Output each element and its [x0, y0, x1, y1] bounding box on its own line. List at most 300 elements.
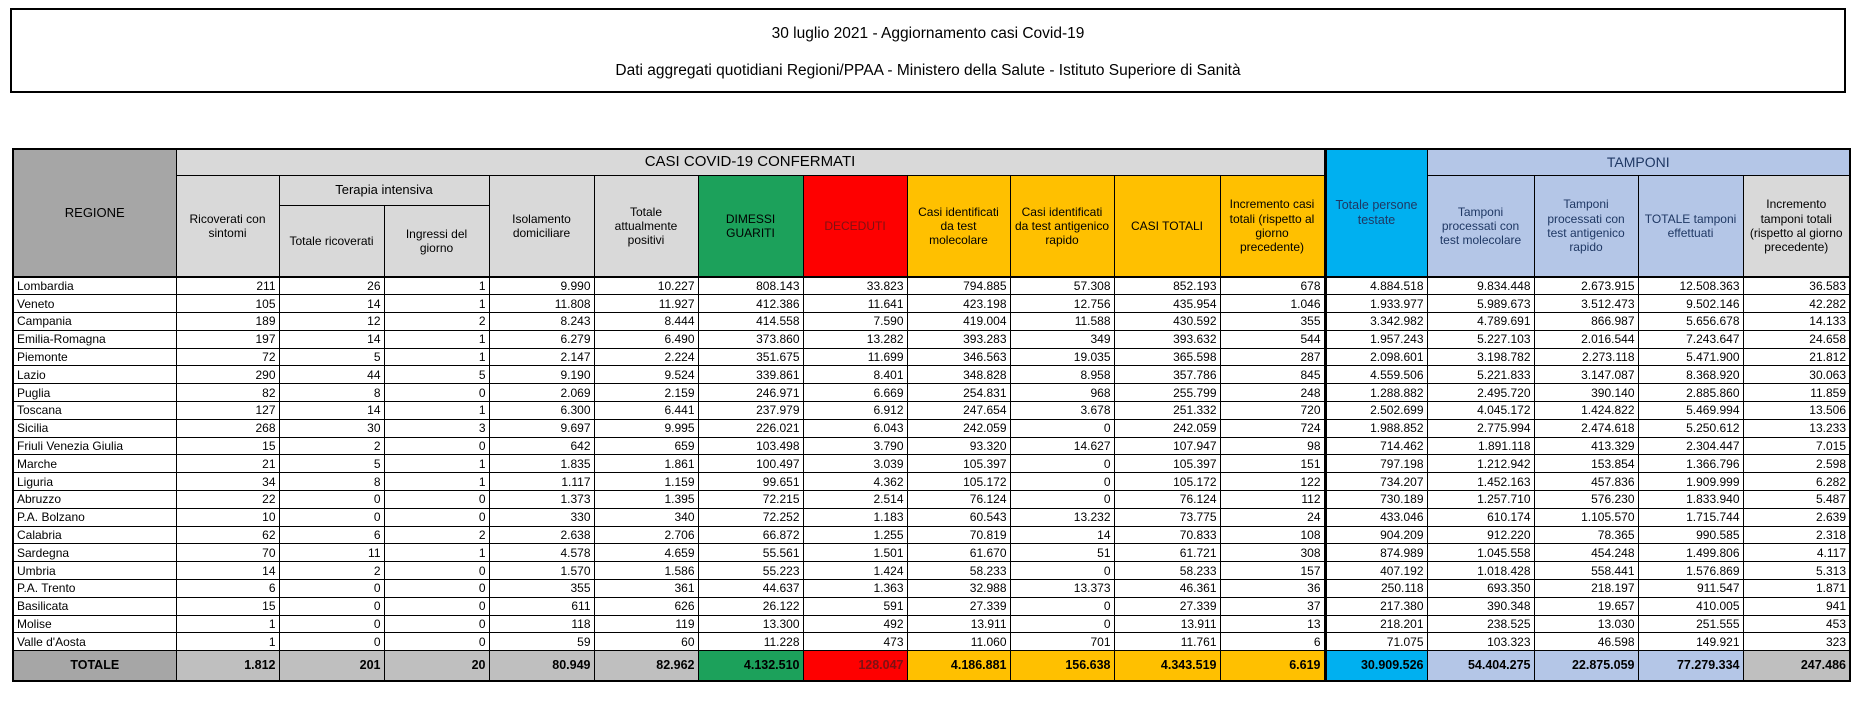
value-cell: 6.043: [803, 419, 907, 437]
value-cell: 103.323: [1427, 633, 1534, 651]
header-totale-attualmente-positivi: Totale attualmente positivi: [594, 175, 698, 277]
value-cell: 70: [176, 544, 279, 562]
value-cell: 8.444: [594, 313, 698, 331]
value-cell: 642: [489, 437, 594, 455]
value-cell: 11.761: [1114, 633, 1220, 651]
value-cell: 3.790: [803, 437, 907, 455]
value-cell: 0: [384, 508, 489, 526]
header-incremento-tamponi: Incremento tamponi totali (rispetto al giorno precedente): [1743, 175, 1850, 277]
value-cell: 21.812: [1743, 348, 1850, 366]
value-cell: 874.989: [1325, 544, 1427, 562]
value-cell: 100.497: [698, 455, 803, 473]
value-cell: 55.223: [698, 562, 803, 580]
header-totale-persone-testate: Totale persone testate: [1325, 149, 1427, 277]
value-cell: 251.332: [1114, 402, 1220, 420]
total-label: TOTALE: [13, 651, 176, 681]
value-cell: 82.962: [594, 651, 698, 681]
value-cell: 492: [803, 615, 907, 633]
value-cell: 2.514: [803, 491, 907, 509]
value-cell: 6.441: [594, 402, 698, 420]
report-title-box: [10, 8, 1846, 93]
value-cell: 11.699: [803, 348, 907, 366]
table-row: [13, 544, 1850, 562]
value-cell: 2.224: [594, 348, 698, 366]
value-cell: 11.808: [489, 295, 594, 313]
value-cell: 9.524: [594, 366, 698, 384]
value-cell: 393.283: [907, 330, 1010, 348]
region-name: Lombardia: [13, 277, 176, 295]
header-tamponi-molecolare: Tamponi processati con test molecolare: [1427, 175, 1534, 277]
value-cell: 26.122: [698, 597, 803, 615]
value-cell: 0: [1010, 455, 1114, 473]
value-cell: 77.279.334: [1638, 651, 1743, 681]
value-cell: 26: [279, 277, 384, 295]
value-cell: 11.859: [1743, 384, 1850, 402]
value-cell: 323: [1743, 633, 1850, 651]
value-cell: 0: [279, 491, 384, 509]
value-cell: 9.697: [489, 419, 594, 437]
value-cell: 1.159: [594, 473, 698, 491]
table-row: [13, 526, 1850, 544]
value-cell: 797.198: [1325, 455, 1427, 473]
table-row: [13, 384, 1850, 402]
value-cell: 11.927: [594, 295, 698, 313]
value-cell: 21: [176, 455, 279, 473]
value-cell: 1.501: [803, 544, 907, 562]
value-cell: 330: [489, 508, 594, 526]
header-terapia-totale-ricoverati: Totale ricoverati: [279, 205, 384, 277]
header-isolamento-domiciliare: Isolamento domiciliare: [489, 175, 594, 277]
value-cell: 237.979: [698, 402, 803, 420]
value-cell: 2: [279, 562, 384, 580]
value-cell: 218.197: [1534, 580, 1638, 598]
value-cell: 57.308: [1010, 277, 1114, 295]
value-cell: 355: [1220, 313, 1325, 331]
value-cell: 242.059: [907, 419, 1010, 437]
region-name: Veneto: [13, 295, 176, 313]
value-cell: 1.373: [489, 491, 594, 509]
value-cell: 9.502.146: [1638, 295, 1743, 313]
value-cell: 127: [176, 402, 279, 420]
value-cell: 5.221.833: [1427, 366, 1534, 384]
value-cell: 1: [384, 330, 489, 348]
value-cell: 70.819: [907, 526, 1010, 544]
value-cell: 7.243.647: [1638, 330, 1743, 348]
value-cell: 70.833: [1114, 526, 1220, 544]
value-cell: 24.658: [1743, 330, 1850, 348]
table-row: [13, 597, 1850, 615]
value-cell: 54.404.275: [1427, 651, 1534, 681]
value-cell: 1.105.570: [1534, 508, 1638, 526]
value-cell: 390.140: [1534, 384, 1638, 402]
value-cell: 36: [1220, 580, 1325, 598]
header-deceduti: DECEDUTI: [803, 175, 907, 277]
table-row: [13, 473, 1850, 491]
value-cell: 1.045.558: [1427, 544, 1534, 562]
value-cell: 7.590: [803, 313, 907, 331]
region-name: Basilicata: [13, 597, 176, 615]
value-cell: 5.469.994: [1638, 402, 1743, 420]
value-cell: 9.990: [489, 277, 594, 295]
value-cell: 98: [1220, 437, 1325, 455]
value-cell: 13.911: [1114, 615, 1220, 633]
value-cell: 0: [384, 562, 489, 580]
table-row: [13, 277, 1850, 295]
value-cell: 2.147: [489, 348, 594, 366]
value-cell: 13.911: [907, 615, 1010, 633]
value-cell: 247.486: [1743, 651, 1850, 681]
value-cell: 1.018.428: [1427, 562, 1534, 580]
value-cell: 1: [384, 348, 489, 366]
table-row: [13, 330, 1850, 348]
value-cell: 105.397: [1114, 455, 1220, 473]
value-cell: 0: [384, 633, 489, 651]
value-cell: 2.474.618: [1534, 419, 1638, 437]
value-cell: 2.706: [594, 526, 698, 544]
value-cell: 22.875.059: [1534, 651, 1638, 681]
value-cell: 5.471.900: [1638, 348, 1743, 366]
region-name: Emilia-Romagna: [13, 330, 176, 348]
value-cell: 1: [176, 633, 279, 651]
header-ricoverati-con-sintomi: Ricoverati con sintomi: [176, 175, 279, 277]
value-cell: 6: [279, 526, 384, 544]
table-row: [13, 491, 1850, 509]
value-cell: 2: [279, 437, 384, 455]
value-cell: 1: [384, 473, 489, 491]
total-row: [13, 651, 1850, 681]
value-cell: 720: [1220, 402, 1325, 420]
region-name: Campania: [13, 313, 176, 331]
value-cell: 714.462: [1325, 437, 1427, 455]
value-cell: 10.227: [594, 277, 698, 295]
value-cell: 44.637: [698, 580, 803, 598]
value-cell: 197: [176, 330, 279, 348]
value-cell: 3.198.782: [1427, 348, 1534, 366]
value-cell: 201: [279, 651, 384, 681]
value-cell: 1.257.710: [1427, 491, 1534, 509]
value-cell: 1.570: [489, 562, 594, 580]
value-cell: 0: [1010, 597, 1114, 615]
value-cell: 412.386: [698, 295, 803, 313]
value-cell: 30.063: [1743, 366, 1850, 384]
value-cell: 51: [1010, 544, 1114, 562]
table-row: [13, 366, 1850, 384]
value-cell: 153.854: [1534, 455, 1638, 473]
value-cell: 390.348: [1427, 597, 1534, 615]
value-cell: 46.361: [1114, 580, 1220, 598]
value-cell: 6.912: [803, 402, 907, 420]
value-cell: 105.397: [907, 455, 1010, 473]
value-cell: 11.588: [1010, 313, 1114, 331]
value-cell: 13: [1220, 615, 1325, 633]
value-cell: 5.250.612: [1638, 419, 1743, 437]
value-cell: 1.255: [803, 526, 907, 544]
value-cell: 1: [384, 455, 489, 473]
value-cell: 55.561: [698, 544, 803, 562]
value-cell: 76.124: [1114, 491, 1220, 509]
value-cell: 2.159: [594, 384, 698, 402]
value-cell: 1.833.940: [1638, 491, 1743, 509]
value-cell: 290: [176, 366, 279, 384]
value-cell: 3: [384, 419, 489, 437]
value-cell: 8.958: [1010, 366, 1114, 384]
value-cell: 66.872: [698, 526, 803, 544]
value-cell: 2.502.699: [1325, 402, 1427, 420]
value-cell: 6.619: [1220, 651, 1325, 681]
value-cell: 122: [1220, 473, 1325, 491]
value-cell: 0: [1010, 491, 1114, 509]
value-cell: 794.885: [907, 277, 1010, 295]
group-header-terapia-intensiva: Terapia intensiva: [279, 175, 489, 205]
value-cell: 27.339: [1114, 597, 1220, 615]
value-cell: 701: [1010, 633, 1114, 651]
value-cell: 14: [279, 295, 384, 313]
value-cell: 968: [1010, 384, 1114, 402]
value-cell: 2.016.544: [1534, 330, 1638, 348]
header-regione: REGIONE: [13, 149, 176, 277]
header-totale-tamponi: TOTALE tamponi effettuati: [1638, 175, 1743, 277]
value-cell: 4.659: [594, 544, 698, 562]
value-cell: 7.015: [1743, 437, 1850, 455]
value-cell: 14: [1010, 526, 1114, 544]
value-cell: 912.220: [1427, 526, 1534, 544]
table-body: [13, 277, 1850, 681]
value-cell: 8.401: [803, 366, 907, 384]
value-cell: 4.132.510: [698, 651, 803, 681]
value-cell: 1.871: [1743, 580, 1850, 598]
value-cell: 1.366.796: [1638, 455, 1743, 473]
region-name: Valle d'Aosta: [13, 633, 176, 651]
table-row: [13, 508, 1850, 526]
value-cell: 13.506: [1743, 402, 1850, 420]
value-cell: 340: [594, 508, 698, 526]
value-cell: 34: [176, 473, 279, 491]
value-cell: 1.424.822: [1534, 402, 1638, 420]
value-cell: 30.909.526: [1325, 651, 1427, 681]
value-cell: 1.117: [489, 473, 594, 491]
region-name: Toscana: [13, 402, 176, 420]
region-name: Lazio: [13, 366, 176, 384]
value-cell: 0: [279, 508, 384, 526]
value-cell: 2: [384, 313, 489, 331]
group-header-tamponi: TAMPONI: [1427, 149, 1850, 175]
table-row: [13, 402, 1850, 420]
value-cell: 678: [1220, 277, 1325, 295]
value-cell: 19.657: [1534, 597, 1638, 615]
value-cell: 1.424: [803, 562, 907, 580]
value-cell: 457.836: [1534, 473, 1638, 491]
value-cell: 576.230: [1534, 491, 1638, 509]
value-cell: 346.563: [907, 348, 1010, 366]
value-cell: 5.989.673: [1427, 295, 1534, 313]
value-cell: 107.947: [1114, 437, 1220, 455]
table-row: [13, 348, 1850, 366]
value-cell: 454.248: [1534, 544, 1638, 562]
value-cell: 103.498: [698, 437, 803, 455]
value-cell: 6.669: [803, 384, 907, 402]
value-cell: 1.861: [594, 455, 698, 473]
value-cell: 4.045.172: [1427, 402, 1534, 420]
region-name: Sardegna: [13, 544, 176, 562]
value-cell: 2.775.994: [1427, 419, 1534, 437]
value-cell: 78.365: [1534, 526, 1638, 544]
value-cell: 105.172: [907, 473, 1010, 491]
value-cell: 0: [384, 597, 489, 615]
value-cell: 61.670: [907, 544, 1010, 562]
value-cell: 42.282: [1743, 295, 1850, 313]
value-cell: 414.558: [698, 313, 803, 331]
value-cell: 15: [176, 437, 279, 455]
value-cell: 12: [279, 313, 384, 331]
value-cell: 5: [384, 366, 489, 384]
value-cell: 14.627: [1010, 437, 1114, 455]
value-cell: 36.583: [1743, 277, 1850, 295]
value-cell: 0: [1010, 615, 1114, 633]
value-cell: 8.368.920: [1638, 366, 1743, 384]
value-cell: 1.957.243: [1325, 330, 1427, 348]
value-cell: 308: [1220, 544, 1325, 562]
value-cell: 1.715.744: [1638, 508, 1743, 526]
value-cell: 13.373: [1010, 580, 1114, 598]
region-name: Friuli Venezia Giulia: [13, 437, 176, 455]
value-cell: 24: [1220, 508, 1325, 526]
value-cell: 58.233: [907, 562, 1010, 580]
value-cell: 99.651: [698, 473, 803, 491]
table-row: [13, 580, 1850, 598]
value-cell: 1: [176, 615, 279, 633]
value-cell: 2.673.915: [1534, 277, 1638, 295]
value-cell: 46.598: [1534, 633, 1638, 651]
value-cell: 9.190: [489, 366, 594, 384]
value-cell: 1.812: [176, 651, 279, 681]
value-cell: 5: [279, 455, 384, 473]
value-cell: 238.525: [1427, 615, 1534, 633]
value-cell: 27.339: [907, 597, 1010, 615]
value-cell: 0: [279, 597, 384, 615]
value-cell: 0: [1010, 562, 1114, 580]
value-cell: 4.186.881: [907, 651, 1010, 681]
value-cell: 3.512.473: [1534, 295, 1638, 313]
value-cell: 339.861: [698, 366, 803, 384]
header-casi-test-molecolare: Casi identificati da test molecolare: [907, 175, 1010, 277]
value-cell: 410.005: [1638, 597, 1743, 615]
table-header: [13, 149, 1850, 277]
value-cell: 37: [1220, 597, 1325, 615]
value-cell: 1.891.118: [1427, 437, 1534, 455]
value-cell: 1.933.977: [1325, 295, 1427, 313]
table-row: [13, 313, 1850, 331]
table-row: [13, 562, 1850, 580]
value-cell: 226.021: [698, 419, 803, 437]
value-cell: 61.721: [1114, 544, 1220, 562]
report-title: 30 luglio 2021 - Aggiornamento casi Covid-19: [771, 25, 1085, 42]
value-cell: 852.193: [1114, 277, 1220, 295]
header-terapia-ingressi-giorno: Ingressi del giorno: [384, 205, 489, 277]
value-cell: 33.823: [803, 277, 907, 295]
value-cell: 0: [279, 633, 384, 651]
value-cell: 1.183: [803, 508, 907, 526]
value-cell: 1.909.999: [1638, 473, 1743, 491]
value-cell: 287: [1220, 348, 1325, 366]
header-dimessi-guariti: DIMESSI GUARITI: [698, 175, 803, 277]
report-subtitle: Dati aggregati quotidiani Regioni/PPAA - Ministero della Salute - Istituto Superiore di Sanità: [615, 62, 1241, 79]
table-row: [13, 615, 1850, 633]
value-cell: 11.641: [803, 295, 907, 313]
value-cell: 60: [594, 633, 698, 651]
region-name: Puglia: [13, 384, 176, 402]
value-cell: 32.988: [907, 580, 1010, 598]
value-cell: 1.363: [803, 580, 907, 598]
region-name: P.A. Trento: [13, 580, 176, 598]
value-cell: 734.207: [1325, 473, 1427, 491]
value-cell: 93.320: [907, 437, 1010, 455]
value-cell: 4.117: [1743, 544, 1850, 562]
value-cell: 365.598: [1114, 348, 1220, 366]
value-cell: 724: [1220, 419, 1325, 437]
value-cell: 4.343.519: [1114, 651, 1220, 681]
value-cell: 112: [1220, 491, 1325, 509]
value-cell: 11.228: [698, 633, 803, 651]
value-cell: 0: [279, 615, 384, 633]
value-cell: 941: [1743, 597, 1850, 615]
value-cell: 348.828: [907, 366, 1010, 384]
value-cell: 357.786: [1114, 366, 1220, 384]
value-cell: 2.304.447: [1638, 437, 1743, 455]
value-cell: 251.555: [1638, 615, 1743, 633]
value-cell: 6.279: [489, 330, 594, 348]
value-cell: 248: [1220, 384, 1325, 402]
value-cell: 59: [489, 633, 594, 651]
value-cell: 544: [1220, 330, 1325, 348]
table-row: [13, 633, 1850, 651]
region-name: Calabria: [13, 526, 176, 544]
value-cell: 435.954: [1114, 295, 1220, 313]
value-cell: 407.192: [1325, 562, 1427, 580]
table-row: [13, 295, 1850, 313]
region-name: P.A. Bolzano: [13, 508, 176, 526]
value-cell: 2.598: [1743, 455, 1850, 473]
value-cell: 4.578: [489, 544, 594, 562]
value-cell: 393.632: [1114, 330, 1220, 348]
value-cell: 5.656.678: [1638, 313, 1743, 331]
value-cell: 4.884.518: [1325, 277, 1427, 295]
value-cell: 693.350: [1427, 580, 1534, 598]
value-cell: 0: [279, 580, 384, 598]
value-cell: 433.046: [1325, 508, 1427, 526]
value-cell: 626: [594, 597, 698, 615]
value-cell: 0: [384, 615, 489, 633]
value-cell: 4.362: [803, 473, 907, 491]
value-cell: 62: [176, 526, 279, 544]
value-cell: 558.441: [1534, 562, 1638, 580]
value-cell: 14: [176, 562, 279, 580]
value-cell: 19.035: [1010, 348, 1114, 366]
value-cell: 2.638: [489, 526, 594, 544]
value-cell: 0: [384, 384, 489, 402]
value-cell: 419.004: [907, 313, 1010, 331]
value-cell: 1: [384, 295, 489, 313]
value-cell: 22: [176, 491, 279, 509]
value-cell: 3.678: [1010, 402, 1114, 420]
header-incremento-casi: Incremento casi totali (rispetto al giorno precedente): [1220, 175, 1325, 277]
value-cell: 151: [1220, 455, 1325, 473]
value-cell: 60.543: [907, 508, 1010, 526]
value-cell: 0: [1010, 473, 1114, 491]
value-cell: 72.252: [698, 508, 803, 526]
value-cell: 5.487: [1743, 491, 1850, 509]
value-cell: 2.495.720: [1427, 384, 1534, 402]
region-name: Piemonte: [13, 348, 176, 366]
